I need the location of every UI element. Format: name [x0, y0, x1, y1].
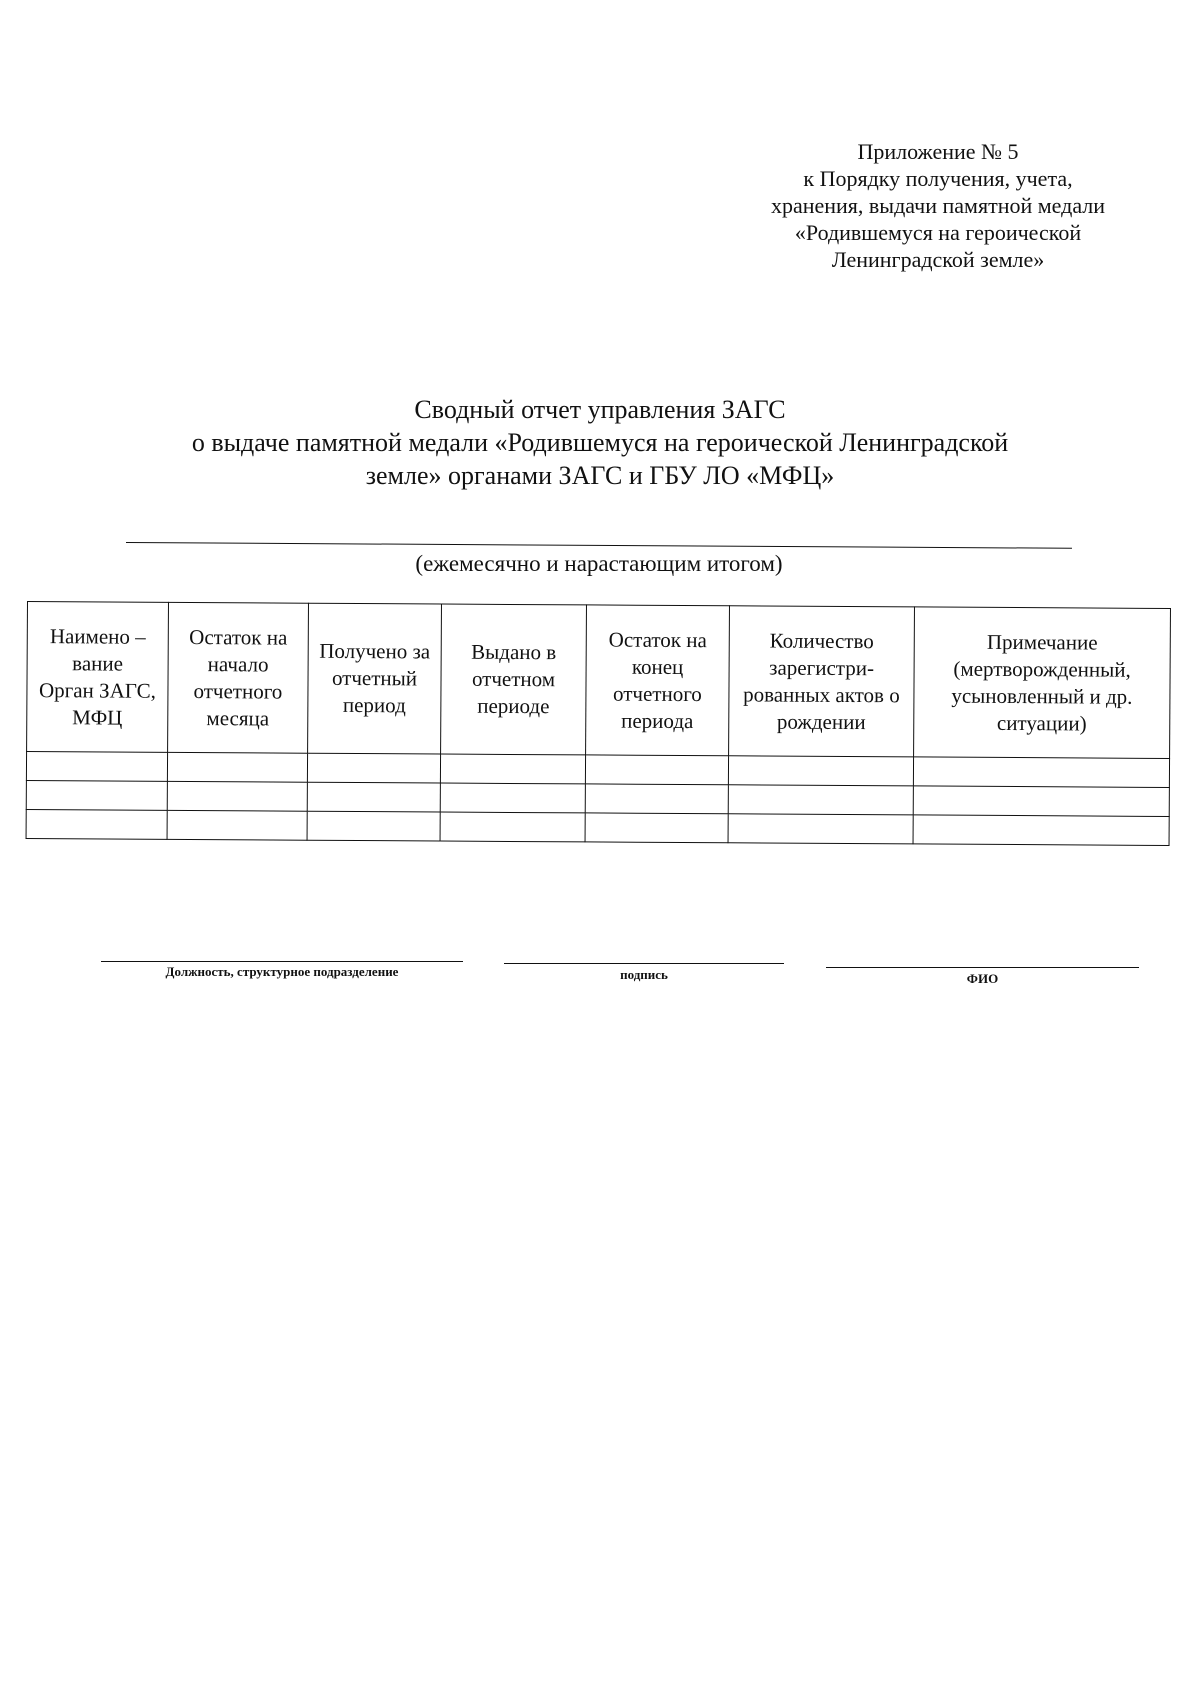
header-organ-name: Наимено – вание Орган ЗАГС, МФЦ	[27, 602, 169, 753]
table-cell[interactable]	[585, 784, 728, 814]
header-start-balance: Остаток на начало отчетного месяца	[168, 602, 309, 753]
table-cell[interactable]	[913, 786, 1169, 817]
appendix-line: хранения, выдачи памятной медали	[770, 193, 1106, 218]
table-row	[26, 809, 1169, 845]
appendix-line: к Порядку получения, учета,	[803, 166, 1073, 191]
table-cell[interactable]	[585, 813, 728, 843]
title-line: Сводный отчет управления ЗАГС	[414, 395, 786, 424]
table-cell[interactable]	[728, 814, 913, 844]
report-table	[26, 601, 1171, 846]
position-label: Должность, структурное подразделение	[165, 964, 399, 979]
signature-label: подпись	[620, 967, 668, 982]
appendix-line: Приложение № 5	[857, 139, 1019, 164]
table-cell[interactable]	[440, 754, 585, 784]
header-issued: Выдано в отчетном периоде	[441, 604, 587, 755]
fill-in-line[interactable]	[126, 542, 1072, 549]
appendix-line: Ленинградской земле»	[831, 247, 1045, 272]
table-cell[interactable]	[728, 785, 913, 815]
table-cell[interactable]	[26, 752, 167, 782]
period-note: (ежемесячно и нарастающим итогом)	[415, 551, 783, 576]
report-table-container	[26, 601, 1170, 846]
table-cell[interactable]	[167, 781, 307, 811]
report-title	[120, 393, 1080, 492]
header-note: Примечание (мертворожденный, усыновленный и др. ситуации)	[914, 607, 1171, 759]
table-cell[interactable]	[167, 810, 307, 840]
signature-line[interactable]	[504, 963, 784, 964]
table-cell[interactable]	[167, 752, 307, 782]
header-end-balance: Остаток на конец отчетного периода	[586, 605, 730, 756]
header-received: Получено за отчетный период	[308, 603, 442, 754]
table-cell[interactable]	[913, 757, 1169, 788]
table-header-row	[27, 602, 1171, 759]
table-cell[interactable]	[913, 815, 1169, 846]
title-line: о выдаче памятной медали «Родившемуся на героической Ленинградской	[191, 428, 1009, 457]
table-cell[interactable]	[26, 780, 167, 810]
full-name-label: ФИО	[966, 971, 999, 986]
table-cell[interactable]	[307, 753, 440, 783]
position-signature-line[interactable]	[101, 961, 463, 962]
appendix-reference	[752, 138, 1124, 273]
table-cell[interactable]	[26, 809, 167, 839]
table-cell[interactable]	[440, 783, 585, 813]
title-line: земле» органами ЗАГС и ГБУ ЛО «МФЦ»	[365, 461, 835, 490]
header-birth-records-count: Количество зарегистри- рованных актов о рождении	[729, 606, 915, 757]
appendix-line: «Родившемуся на героической	[794, 220, 1082, 245]
table-cell[interactable]	[728, 756, 913, 786]
table-cell[interactable]	[585, 755, 728, 785]
table-cell[interactable]	[307, 811, 440, 841]
table-cell[interactable]	[307, 782, 440, 812]
table-cell[interactable]	[440, 812, 585, 842]
full-name-line[interactable]	[826, 967, 1139, 968]
